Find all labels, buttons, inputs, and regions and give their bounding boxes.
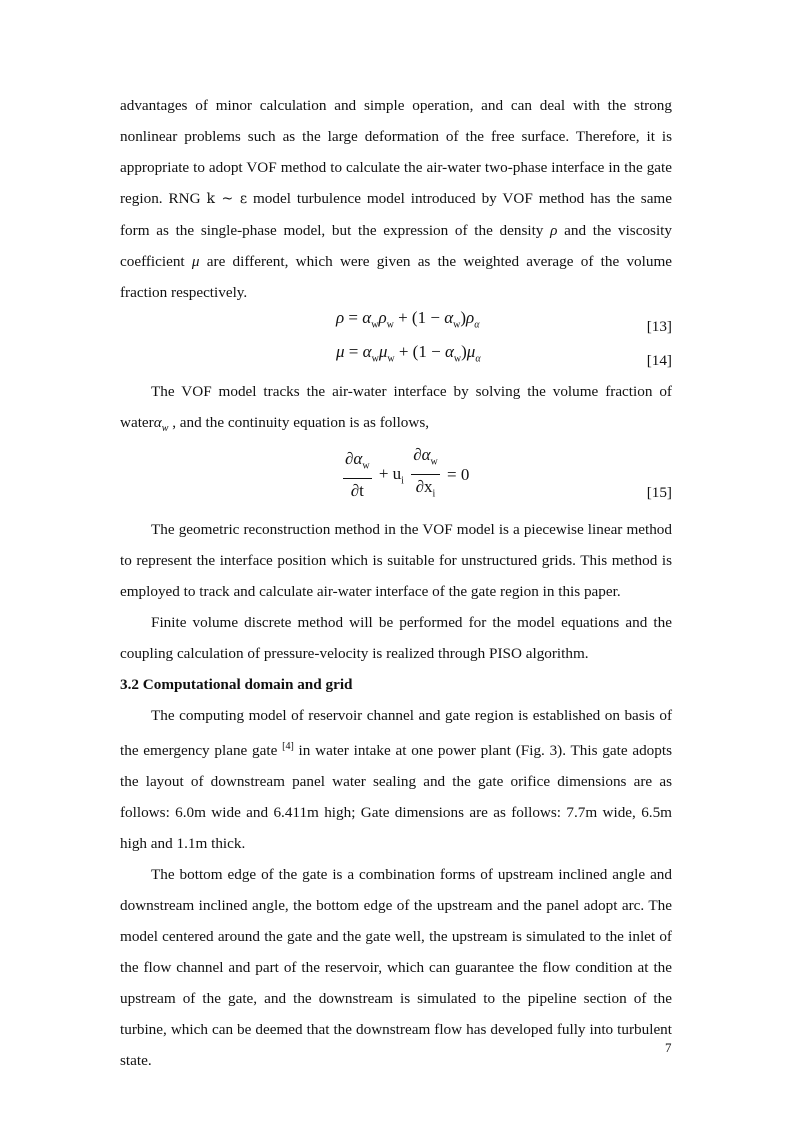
equation-13-label: [13] — [646, 318, 672, 335]
paragraph-geometric-reconstruction: The geometric reconstruction method in the VOF model is a piecewise linear method to represent the interface position which is suitable for unstructured grids. This method is employed to track and calculate air-water interface of the gate region in this paper. — [120, 521, 672, 601]
equation-14 — [120, 342, 672, 376]
equation-14-label: [14] — [646, 352, 672, 369]
k-epsilon-math: k ~ ε — [206, 191, 248, 207]
paragraph-vof-tracking: The VOF model tracks the air-water interface by solving the volume fraction of waterα$_w$ , and the continuity equation is as follows, — [120, 383, 672, 435]
equation-15-label: [15] — [646, 484, 672, 502]
paragraph-finite-volume: Finite volume discrete method will be performed for the model equations and the coupling calculation of pressure-velocity is realized through PISO algorithm. — [120, 614, 672, 663]
paragraph-bottom-edge: The bottom edge of the gate is a combination forms of upstream inclined angle and downstream inclined angle, the bottom edge of the upstream and the panel adopt arc. The model centered around the gate and the gate well, the upstream is simulated to the inlet of the flow channel and part of the reservoir, which can guarantee the flow condition at the upstream of the gate, and the downstream is simulated to the pipeline section of the turbine, which can be deemed that the downstream flow has developed fully into turbulent state. — [120, 866, 672, 1070]
page-number: 7 — [665, 1040, 672, 1055]
section-heading: 3.2 Computational domain and grid — [120, 676, 353, 694]
paragraph-computing-model: The computing model of reservoir channel and gate region is established on basis of the emergency plane gate [4] in water intake at one power plant (Fig. 3). This gate adopts the layout of downstream panel water sealing and the gate orifice dimensions are as follows: 6.0m wide and 6.411m high; Gate dimensions are as follows: 7.7m wide, 6.5m high and 1.1m thick. — [120, 707, 672, 853]
equation-15 — [120, 444, 672, 514]
rho-symbol: ρ — [550, 222, 558, 239]
paragraph-vof-intro: advantages of minor calculation and simple operation, and can deal with the strong nonlinear problems such as the large deformation of the free surface. Therefore, it is appropriate to adopt VOF method to calculate the air-water two-phase interface in the gate region. RNG k ~ ε model turbulence model introduced by VOF method has the same form as the single-phase model, but the expression of the density ρ and the viscosity coefficient μ are different, which were given as the weighted average of the volume fraction respectively. — [120, 97, 672, 301]
equation-13 — [120, 308, 672, 342]
citation-ref: [4] — [282, 741, 294, 753]
equation-15-expression: $\partial\alpha_w$ ∂t + $u_i$ $\frac{\partial\alpha_w}{\partial x_i}$ = 0 — [345, 445, 470, 501]
mu-symbol: μ — [191, 253, 200, 270]
equation-14-expression: $\mu = \alpha_w\mu_w + (1 - \alpha_w)\mu_\alpha$ — [336, 342, 481, 365]
equation-13-expression: $\rho = \alpha_w\rho_w + (1 - \alpha_w)\rho_\alpha$ — [336, 308, 480, 331]
page-body — [120, 90, 672, 1076]
